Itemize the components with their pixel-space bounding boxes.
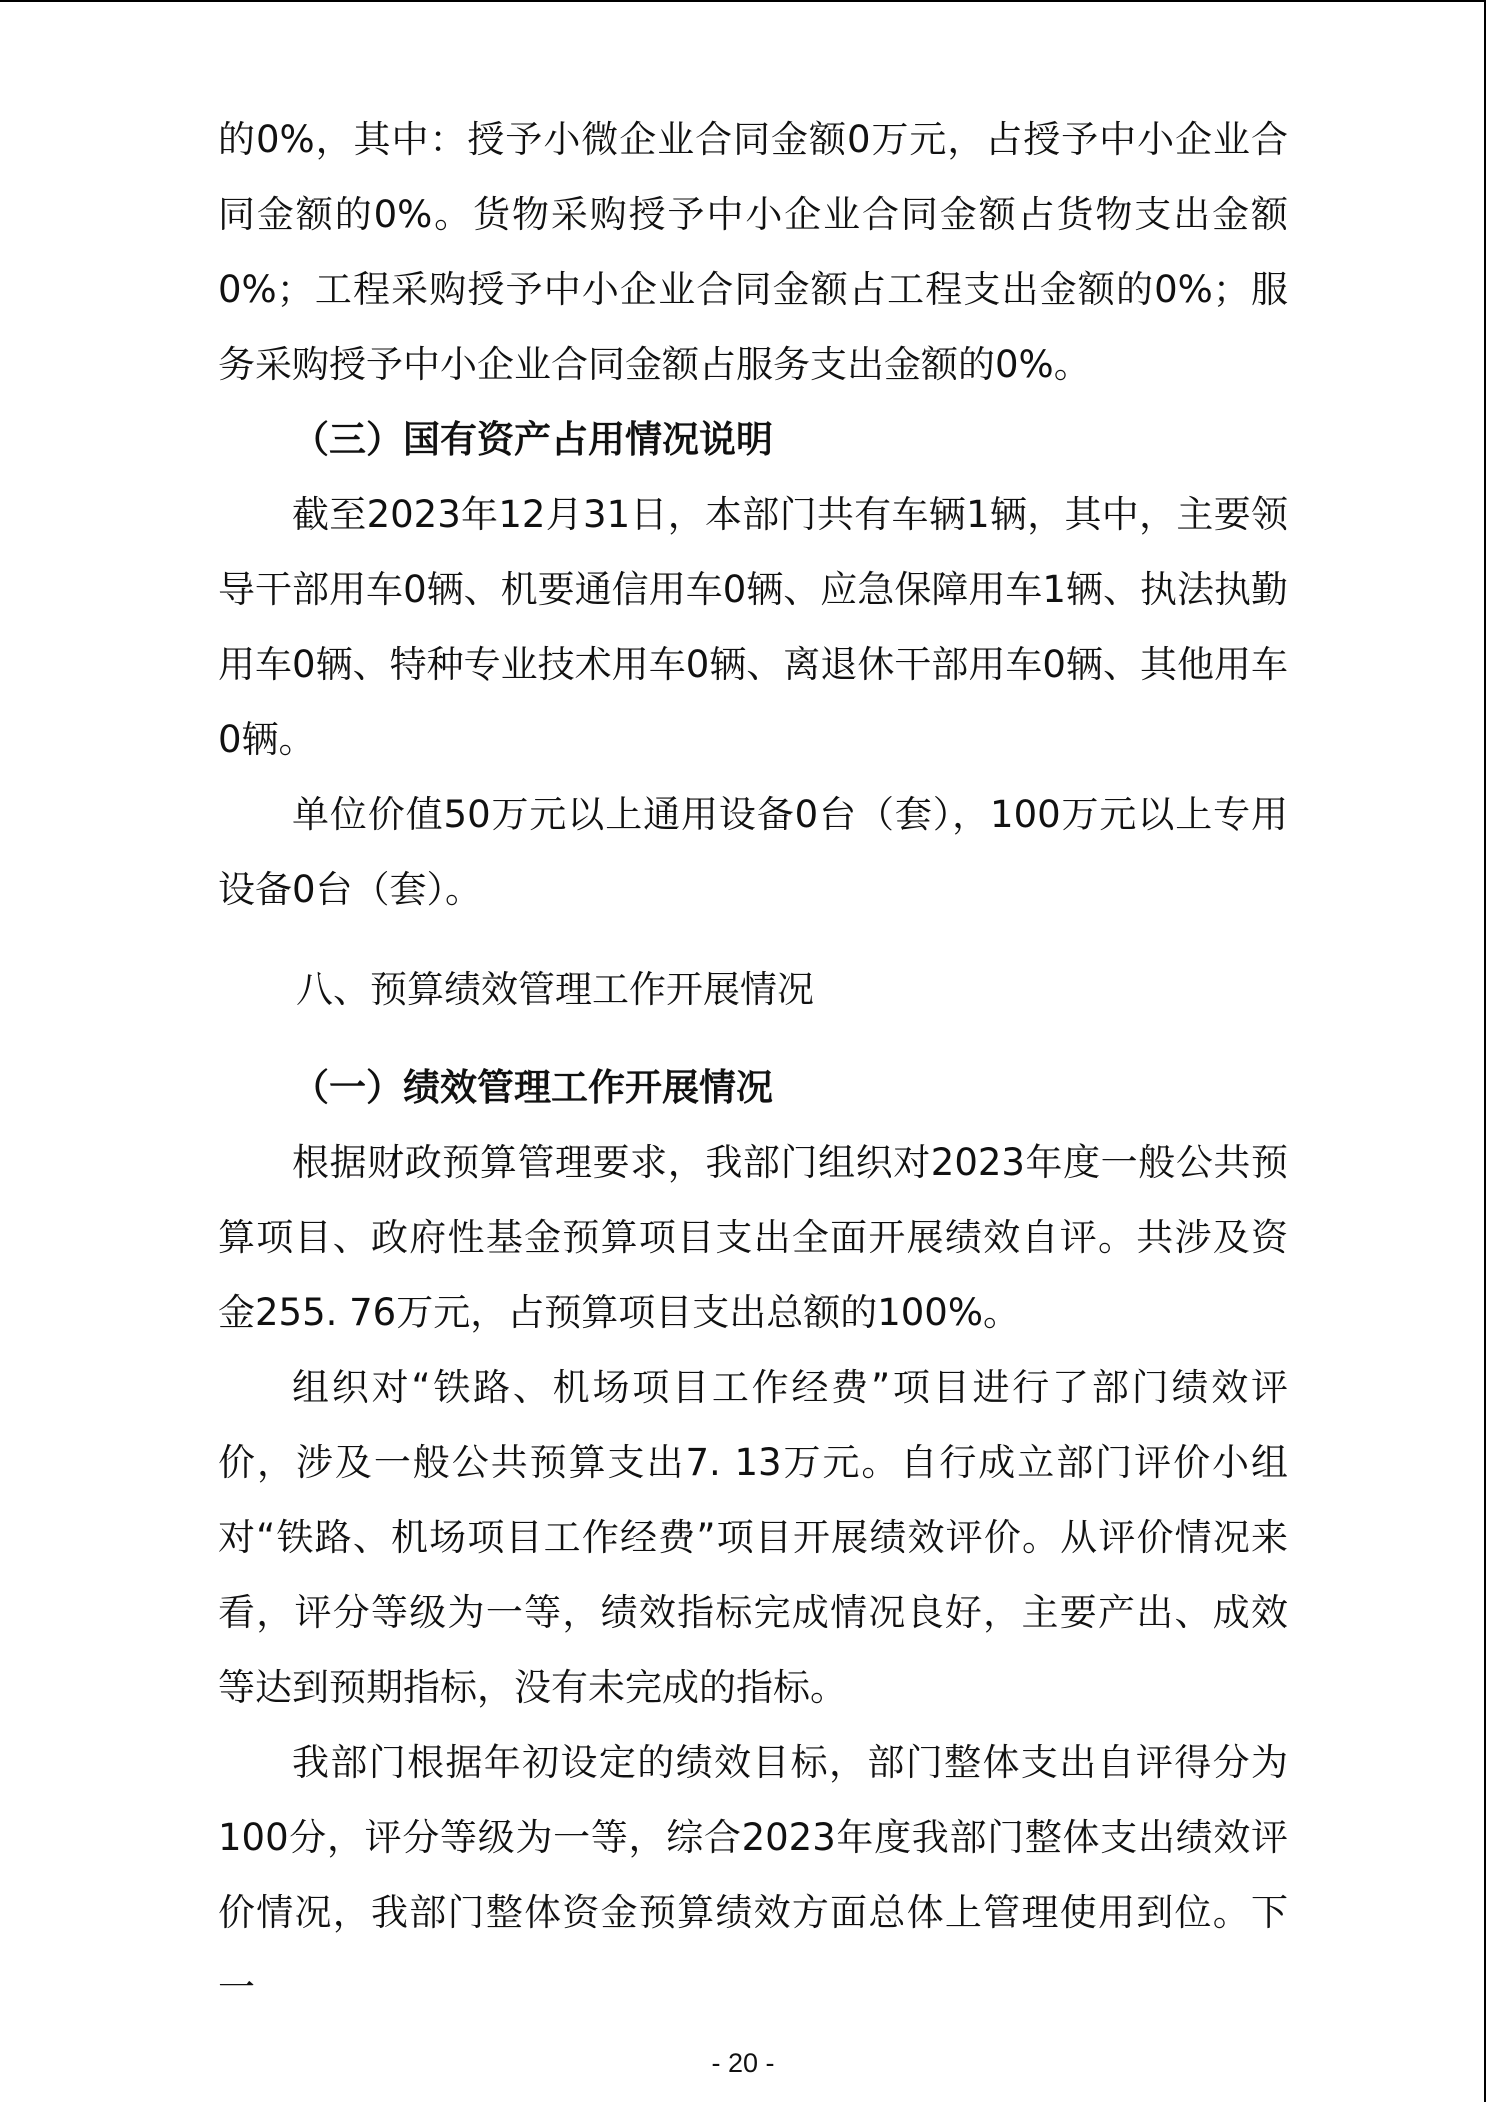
paragraph-overall-score: 我部门根据年初设定的绩效目标，部门整体支出自评得分为100分，评分等级为一等，综合2023年度我部门整体支出绩效评价情况，我部门整体资金预算绩效方面总体上管理使用到位。下一: [218, 1741, 1288, 2009]
paragraph-self-evaluation: 根据财政预算管理要求，我部门组织对2023年度一般公共预算项目、政府性基金预算项目支出全面开展绩效自评。共涉及资金255. 76万元，占预算项目支出总额的100%。: [218, 1141, 1288, 1334]
section-heading-performance-management: （一）绩效管理工作开展情况: [292, 1066, 773, 1109]
paragraph-vehicles: 截至2023年12月31日，本部门共有车辆1辆，其中，主要领导干部用车0辆、机要通信用车0辆、应急保障用车1辆、执法执勤用车0辆、特种专业技术用车0辆、离退休干部用车0辆、其他用车0辆。: [218, 493, 1288, 761]
page-number: - 20 -: [711, 2048, 775, 2078]
chapter-heading-budget-performance: 八、预算绩效管理工作开展情况: [296, 968, 814, 1011]
paragraph-project-evaluation: 组织对“铁路、机场项目工作经费”项目进行了部门绩效评价，涉及一般公共预算支出7. 13万元。自行成立部门评价小组对“铁路、机场项目工作经费”项目开展绩效评价。从评价情况来看，评分等级为一等，绩效指标完成情况良好，主要产出、成效等达到预期指标，没有未完成的指标。: [218, 1366, 1288, 1709]
page-body: [218, 102, 1288, 2025]
section-heading-state-assets: （三）国有资产占用情况说明: [292, 418, 773, 461]
paragraph-procurement: 的0%，其中：授予小微企业合同金额0万元，占授予中小企业合同金额的0%。货物采购授予中小企业合同金额占货物支出金额0%；工程采购授予中小企业合同金额占工程支出金额的0%；服务采购授予中小企业合同金额占服务支出金额的0%。: [218, 118, 1288, 386]
paragraph-equipment: 单位价值50万元以上通用设备0台（套），100万元以上专用设备0台（套）。: [218, 793, 1288, 911]
